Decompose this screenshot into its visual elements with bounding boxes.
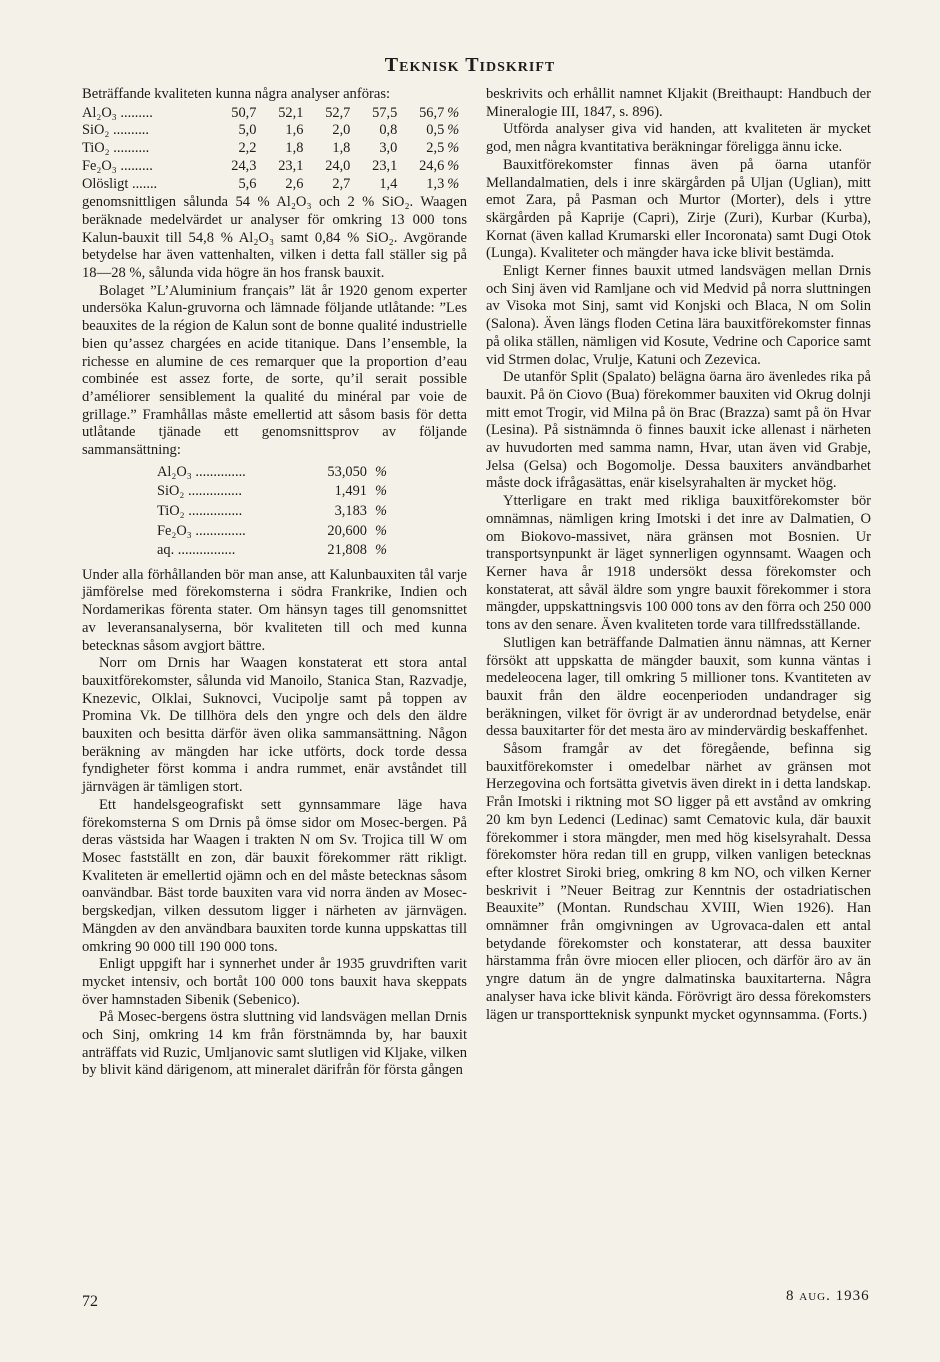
sample-value: 53,050 <box>327 463 367 480</box>
analysis-row <box>82 140 467 158</box>
intro-paragraph: Beträffande kvaliteten kunna några analyser anföras: <box>82 86 391 102</box>
analysis-unit: % <box>447 175 460 192</box>
norr-paragraph: Norr om Drnis har Waagen konstaterat ett stora antal bauxitförekomster, sålunda vid Manoilo, Stanica Stan, Razvadje, Knezevic, Olklai, Suknovci, Vucipolje samt på toppen av Promina Vk. De tillhöra dels den yngre och dels den äldre bauxiten och besitta därför även olika sammansättning. Någon beräkning av mängden har icke utförts, dock torde dessa fyndigheter först komma i andra rummet, enär avståndet till järnvägen är tämligen stort. <box>82 655 467 796</box>
split-paragraph: De utanför Split (Spalato) belägna öarna äro ävenledes rika på bauxit. På ön Ciovo (Bua) förekommer bauxiten vid Okrug dolnji mitt emot Trogir, vid Milna på ön Brac (Brazza) samt på ön Hvar (Lesina). På sistnämnda ö finnes bauxit icke allenast i närheten av huvudorten med samma namn, Hvar, utan även vid Grabje, Jelsa (Gelsa) och Bogomolje. Dessa bauxiters användbarhet måste dock ifrågasättas, enär kiselsyrahalten är mycket hög. <box>486 369 871 492</box>
date-year: 1936 <box>835 1288 870 1304</box>
analysis-label: SiO₂ .......... <box>82 122 149 139</box>
analysis-label: Al₂O₃ ......... <box>82 104 153 121</box>
analysis-value: 24,6 <box>419 157 445 174</box>
sample-row <box>157 502 387 522</box>
pa-paragraph: På Mosec-bergens östra sluttning vid landsvägen mellan Drnis och Sinj, omkring 14 km från förstnämnda by, har bauxit anträffats vid Ruzic, Umljanovic samt slutligen vid Kljake, vilken by blivit känd därigenom, att mineralet därifrån för första gången <box>82 1009 467 1079</box>
analysis-value: 23,1 <box>278 157 304 174</box>
sample-label: TiO₂ ............... <box>157 502 243 519</box>
sample-value: 1,491 <box>334 483 367 500</box>
sample-row <box>157 541 387 561</box>
sample-value: 3,183 <box>334 502 367 519</box>
analysis-row <box>82 122 467 140</box>
analysis-value: 3,0 <box>379 140 398 157</box>
analysis-value: 1,4 <box>379 175 398 192</box>
page-number: 72 <box>82 1293 98 1310</box>
average-paragraph: genomsnittligen sålunda 54 % Al₂O₃ och 2 % SiO₂. Waagen beräknade medelvärdet ur analyser för omkring 13 000 tons Kalun-bauxit till 54,8 % Al₂O₃ samt 0,84 % SiO₂. Avgörande betydelse har även vattenhalten, vilken i detta fall ställer sig på 18—28 %, sålunda vida högre än hos fransk bauxit. <box>82 194 467 282</box>
enligt-paragraph: Enligt uppgift har i synnerhet under år 1935 gruvdriften varit mycket intensiv, och bortåt 100 000 tons bauxit hava skeppats över hamnstaden Sibenik (Sebenico). <box>82 956 467 1008</box>
sample-unit: % <box>375 463 387 480</box>
analysis-value: 52,7 <box>325 104 351 121</box>
analysis-row <box>82 158 467 176</box>
analysis-row <box>82 176 467 194</box>
sample-label: Fe₂O₃ .............. <box>157 522 246 539</box>
analysis-value: 0,8 <box>379 122 398 139</box>
analysis-value: 2,7 <box>332 175 351 192</box>
analysis-unit: % <box>447 157 460 174</box>
analysis-label: Olösligt ....... <box>82 175 158 192</box>
analysis-value: 1,8 <box>285 140 304 157</box>
slutligen-paragraph: Slutligen kan beträffande Dalmatien ännu nämnas, att Kerner försökt att uppskatta de mängder bauxit, som kunna väntas i medeleocena lager, till omkring 5 millioner tons. Kvantiteten av bauxit från den äldre eocenperioden undandrager sig beräkningen, vilket för övrigt är av underordnad betydelse, enär dessa bauxitarter för det mesta äro av mindervärdig beskaffenhet. <box>486 634 871 740</box>
analysis-value: 1,3 <box>426 175 445 192</box>
right-column <box>486 86 871 1024</box>
sasom-paragraph <box>486 741 871 1024</box>
analysis-value: 1,8 <box>332 140 351 157</box>
analysis-value: 24,0 <box>325 157 351 174</box>
issue-date <box>786 1288 870 1305</box>
date-day: 8 <box>786 1288 795 1304</box>
analysis-value: 2,5 <box>426 140 445 157</box>
analysis-value: 52,1 <box>278 104 304 121</box>
bolaget-paragraph: Bolaget ”L’Aluminium français” lät år 1920 genom experter undersöka Kalun-gruvorna och lämnade följande utlåtande: ”Les beauxites de la région de Kalun sont de bonne qualité industrielle bien qu’assez chargées en acide titanique. Dans l’ensemble, la richesse en alumine de ces remarquer que la proportion d’eau combinée est assez forte, de sorte, qu’il serait possible d’améliorer sensiblement la qualité du minéral par voie de grillage.” Framhållas måste emellertid att såsom basis för detta utlåtande tjänade ett genomsnittsprov av följande sammansättning: <box>82 282 467 459</box>
kerner-paragraph: Enligt Kerner finnes bauxit utmed landsvägen mellan Drnis och Sinj även vid Ramljane och vid Medvid på norra sluttningen av Visoka mot Sinj, samt vid Konjski och Blaca, N om Solin (Salona). Även längs floden Cetina lära bauxitförekomster finnas på olika ställen, nämligen vid Kosute, Vedrine och Caporice samt vid Strmen dolac, Vrulje, Katuni och Zezevica. <box>486 263 871 368</box>
continued-note: (Forts.) <box>823 1006 868 1023</box>
sample-label: aq. ................ <box>157 542 236 559</box>
analysis-row <box>82 105 467 123</box>
sample-unit: % <box>375 502 387 519</box>
analysis-value: 2,6 <box>285 175 304 192</box>
sample-value: 20,600 <box>327 522 367 539</box>
analysis-value: 57,5 <box>372 104 398 121</box>
analysis-value: 2,2 <box>238 140 257 157</box>
sample-row <box>157 522 387 542</box>
analysis-value: 0,5 <box>426 122 445 139</box>
analysis-value: 2,0 <box>332 122 351 139</box>
left-column <box>82 86 467 1080</box>
analysis-value: 24,3 <box>231 157 257 174</box>
analysis-unit: % <box>447 140 460 157</box>
utforda-paragraph: Utförda analyser giva vid handen, att kvaliteten är mycket god, men några kvantitativa beräkningar föreligga ännu icke. <box>486 121 871 156</box>
bauxit-paragraph: Bauxitförekomster finnas även på öarna utanför Mellandalmatien, dels i inre skärgården på Uljan (Uglian), mitt emot Zara, på Pasman och Murtor (Morter), dels i yttre skärgården på Kaprije (Capri), Zirje (Zuri), Kurbar (Kurba), Kornat (även kallad Krumarski eller Incoronata) samt Dugi Otok (Lunga). Kvaliteter och mängder hava icke blivit bestämda. <box>486 156 871 262</box>
analysis-value: 5,0 <box>238 122 257 139</box>
analysis-label: Fe₂O₃ ......... <box>82 157 153 174</box>
sample-label: SiO₂ ............... <box>157 483 242 500</box>
sample-label: Al₂O₃ .............. <box>157 463 246 480</box>
sample-table <box>157 463 387 561</box>
sample-unit: % <box>375 542 387 559</box>
sample-unit: % <box>375 483 387 500</box>
analysis-value: 23,1 <box>372 157 398 174</box>
sample-unit: % <box>375 522 387 539</box>
sasom-text: Såsom framgår av det föregående, befinna sig bauxitförekomster i omedelbar närhet av gränsen mot Herzegovina och fortsätta givetvis även direkt in i detta landskap. Från Imotski i riktning mot SO ligger på ett avstånd av omkring 20 km byn Ledenci (Ledinac) samt Cematovic kula, där bauxit förekommer i stora mängder, men med hög kiselsyrahalt. Dessa förekomster höra redan till en grupp, vilken vanligen betecknas efter klostret Siroki brieg, omkring 8 km NO, och vilken Kerner beskrivit i ”Neuer Beitrag zur Kenntnis der ostadriatischen Beauxite” (Montan. Rundschau XVIII, Wien 1926). Han omnämner från omgivningen av Ugrovaca-dalen ett antal betydande förekomster och konstaterar, att dessa bauxiter härstamma från övre miocen eller pliocen, och därför äro av än yngre datum än de yngre dalmatinska bauxitarterna. Några analyser hava icke blivit kända. Förövrigt äro dessa förekomsters lägen ur transportteknisk synpunkt mycket ogynnsamma. <box>486 741 871 1023</box>
date-month: aug. <box>799 1288 831 1304</box>
continued-paragraph: beskrivits och erhållit namnet Kljakit (Breithaupt: Handbuch der Mineralogie III, 1847, s. 896). <box>486 86 871 120</box>
analysis-unit: % <box>447 122 460 139</box>
analysis-value: 56,7 <box>419 104 445 121</box>
under-paragraph: Under alla förhållanden bör man anse, att Kalunbauxiten tål varje jämförelse med förekomsterna i södra Frankrike, Indien och Nordamerikas förenta stater. Om hänsyn tages till genomsnittet av leveransanalyserna, bör kvaliteten till och med kunna betecknas såsom avgjort bättre. <box>82 566 467 654</box>
analysis-value: 50,7 <box>231 104 257 121</box>
analysis-label: TiO₂ .......... <box>82 140 150 157</box>
analysis-value: 5,6 <box>238 175 257 192</box>
sample-row <box>157 463 387 483</box>
analysis-table <box>82 105 467 194</box>
journal-title: Teknisk Tidskrift <box>384 54 556 76</box>
sample-row <box>157 482 387 502</box>
analysis-unit: % <box>447 104 460 121</box>
ett-paragraph: Ett handelsgeografiskt sett gynnsammare läge hava förekomsterna S om Drnis på ömse sidor om Mosec-bergen. På deras västsida har Waagen i trakten N om Sv. Trojica till W om Mosec fastställt en zon, där bauxit förekommer rätt rikligt. Kvaliteten är emellertid ojämn och en del måste betecknas såsom oanvändbar. Bäst torde bauxiten vara vid norra änden av Mosec-bergskedjan, vilken dessutom ligger i närheten av järnvägen. Mängden av den användbara bauxiten torde kunna uppskattas till omkring 90 000 till 190 000 tons. <box>82 796 467 955</box>
analysis-value: 1,6 <box>285 122 304 139</box>
ytterligare-paragraph: Ytterligare en trakt med rikliga bauxitförekomster bör omnämnas, nämligen kring Imotski i det inre av Dalmatien, O om Biokovo-massivet, nära gränsen mot Bosnien. Ur transportsynpunkt är läget synnerligen ogynnsamt. Waagen och Kerner hava år 1918 undersökt dessa förekomster och konstaterat, att såväl äldre som yngre bauxit förekommer i stora mängder, uppskattningsvis 100 000 tons av den förra och 250 000 tons av den senare. Även kvaliteten torde vara tillfredsställande. <box>486 493 871 634</box>
sample-value: 21,808 <box>327 542 367 559</box>
